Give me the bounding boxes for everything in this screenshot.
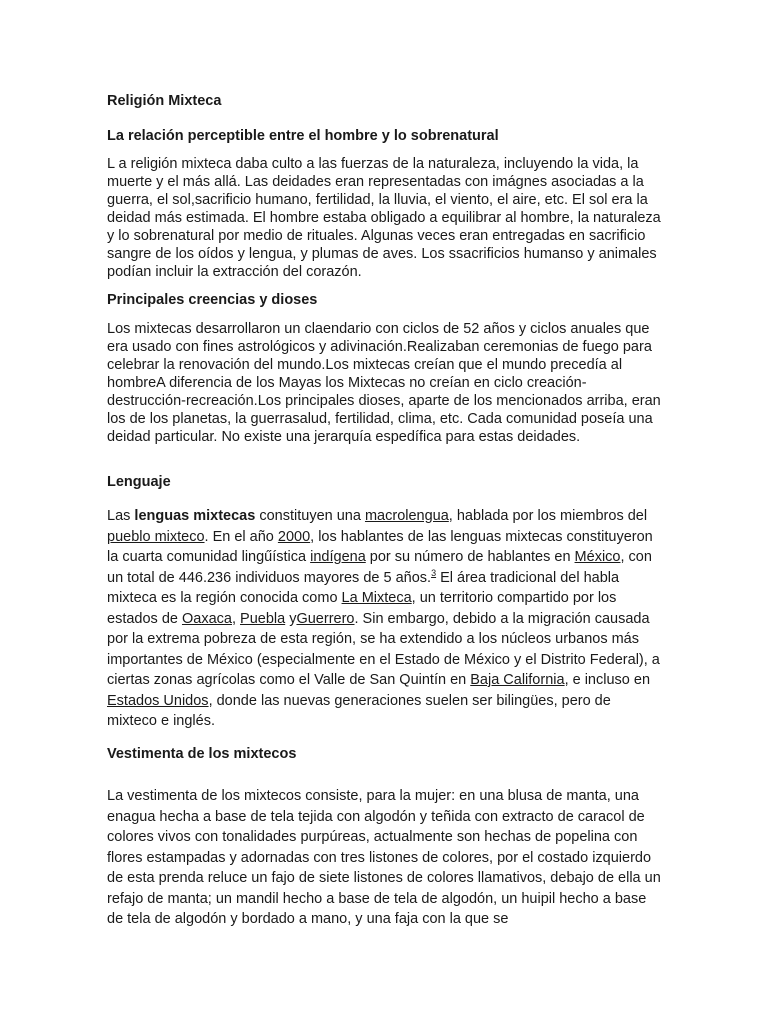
paragraph-lenguaje <box>107 506 663 732</box>
link-mexico[interactable]: México <box>574 549 621 565</box>
text-run: por su número de hablantes en <box>365 549 575 565</box>
footnote-reference[interactable]: 3 <box>431 567 437 578</box>
text-run: , los hablantes de las lenguas mixtecas constituyeron la cuarta comunidad lingűística <box>107 528 653 565</box>
text-run: Las <box>107 508 135 524</box>
text-run: , con un total de 446.236 individuos mayores de 5 años. <box>107 549 652 586</box>
text-run: , <box>231 610 241 627</box>
link-puebla[interactable]: Puebla <box>240 610 286 627</box>
text-run: constituyen una <box>255 508 365 524</box>
link-indigena[interactable]: indígena <box>310 549 366 565</box>
link-estados-unidos[interactable]: Estados Unidos <box>107 692 209 709</box>
text-run: , e incluso en <box>564 672 651 688</box>
section-heading-vestimenta: Vestimenta de los mixtecos <box>107 746 297 762</box>
paragraph-vestimenta: La vestimenta de los mixtecos consiste, para la mujer: en una blusa de manta, una enagua hecha a base de tela tejida con algodón y teñida con extracto de caracol de colores vivos con tonalidades purpúreas, actualmente son hechas de popelina con flores estampadas y adornadas con tres listones de colores, por el costado izquierdo de esta prenda reluce un fajo de siete listones de colores llamativos, debajo de ella un refajo de manta; un mandil hecho a base de tela de algodón, un huipil hecho a base de tela de algodón y bordado a mano, y una faja con la que se <box>107 788 661 927</box>
text-run: , hablada por los miembros del <box>448 508 648 524</box>
text-run: y <box>285 610 297 627</box>
link-oaxaca[interactable]: Oaxaca <box>181 610 232 627</box>
text-run: , un territorio compartido por los estados de <box>107 590 617 627</box>
document-title: Religión Mixteca <box>107 93 222 109</box>
bold-term: lenguas mixtecas <box>134 508 256 524</box>
section-heading-lenguaje: Lenguaje <box>107 474 171 490</box>
text-run: , donde las nuevas generaciones suelen ser bilingües, pero de mixteco e inglés. <box>107 692 611 729</box>
link-2000[interactable]: 2000 <box>277 528 311 545</box>
paragraph-relacion: L a religión mixteca daba culto a las fuerzas de la naturaleza, incluyendo la vida, la muerte y el más allá. Las deidades eran representadas con imágnes asociadas a la guerra, el sol,sacrificio humano, fertilidad, la lluvia, el viento, el aire, etc. El sol era la deidad más estimada. El hombre estaba obligado a equilibrar al hombre, la naturaleza y lo sobrenatural por medio de rituales. Algunas veces eran entregadas en sacrificio sangre de los oídos y lengua, y plumas de aves. Los ssacrificios humanso y animales podían incluir la extracción del corazón. <box>107 156 661 280</box>
link-pueblo-mixteco[interactable]: pueblo mixteco <box>107 528 205 545</box>
link-guerrero[interactable]: Guerrero <box>296 610 355 627</box>
text-run: . Sin embargo, debido a la migración causada por la extrema pobreza de esta región, se ha extendido a los núcleos urbanos más importantes de México (especialmente en el Estado de México y el Distrito Federal), a ciertas zonas agrícolas como el Valle de San Quintín en <box>107 610 660 688</box>
link-la-mixteca[interactable]: La Mixteca <box>341 590 412 606</box>
section-heading-creencias: Principales creencias y dioses <box>107 292 318 308</box>
section-heading-relacion: La relación perceptible entre el hombre y lo sobrenatural <box>107 128 499 144</box>
text-run: . En el año <box>204 528 278 545</box>
paragraph-creencias: Los mixtecas desarrollaron un claendario con ciclos de 52 años y ciclos anuales que era usado con fines astrológicos y adivinación.Realizaban ceremonias de fuego para celebrar la renovación del mundo.Los mixtecas creían que el mundo precedía al hombreA diferencia de los Mayas los Mixtecas no creían en ciclo creación-destrucción-recreación.Los principales dioses, aparte de los mencionados arriba, eran los de los planetas, la guerrasalud, fertilidad, clima, etc. Cada comunidad poseía una deidad particular. No existe una jerarquía espedífica para estas deidades. <box>107 321 661 445</box>
link-baja-california[interactable]: Baja California <box>470 672 565 688</box>
text-run: El área tradicional del habla mixteca es la región conocida como <box>107 569 620 606</box>
link-macrolengua[interactable]: macrolengua <box>364 508 449 524</box>
